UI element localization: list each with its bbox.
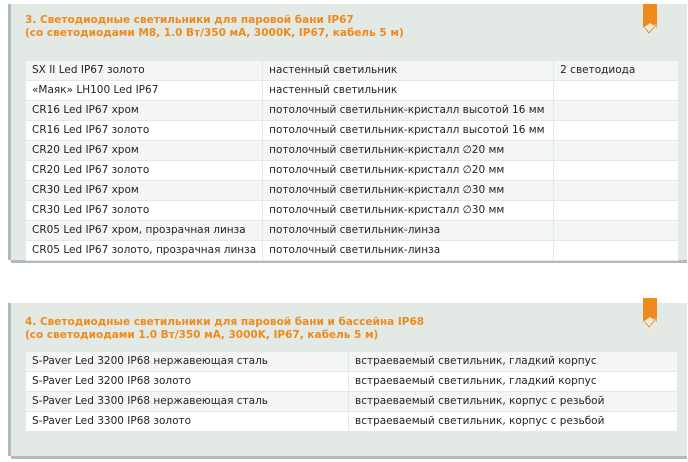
section-panel-ip67 <box>8 4 687 260</box>
cell-type: потолочный светильник-кристалл ∅20 мм <box>263 141 554 161</box>
cell-name: CR30 Led IP67 золото <box>26 201 263 221</box>
cell-note <box>554 241 679 261</box>
table-row <box>26 161 679 181</box>
cell-name: S-Paver Led 3200 IP68 нержавеющая сталь <box>26 352 349 372</box>
cell-type: потолочный светильник-линза <box>263 221 554 241</box>
checkmark-bookmark-icon <box>643 298 657 330</box>
section-title <box>25 316 424 342</box>
table-row <box>26 412 678 432</box>
cell-name: CR20 Led IP67 золото <box>26 161 263 181</box>
table-row <box>26 221 679 241</box>
cell-name: CR05 Led IP67 золото, прозрачная линза <box>26 241 263 261</box>
cell-type: настенный светильник <box>263 61 554 81</box>
cell-name: CR16 Led IP67 золото <box>26 121 263 141</box>
cell-type: настенный светильник <box>263 81 554 101</box>
cell-note <box>554 201 679 221</box>
panel-shadow <box>11 456 687 459</box>
cell-type: встраеваемый светильник, гладкий корпус <box>349 372 678 392</box>
table-row <box>26 201 679 221</box>
cell-name: CR05 Led IP67 хром, прозрачная линза <box>26 221 263 241</box>
products-table-ip68 <box>25 351 678 432</box>
cell-note <box>554 121 679 141</box>
section-title-line2: (со светодиодами 1.0 Вт/350 мА, 3000K, IP67, кабель 5 м) <box>25 329 379 341</box>
cell-type: встраеваемый светильник, корпус с резьбой <box>349 412 678 432</box>
cell-type: встраеваемый светильник, корпус с резьбой <box>349 392 678 412</box>
table-row <box>26 121 679 141</box>
cell-name: SX II Led IP67 золото <box>26 61 263 81</box>
table-row <box>26 181 679 201</box>
cell-note <box>554 81 679 101</box>
cell-name: S-Paver Led 3300 IP68 нержавеющая сталь <box>26 392 349 412</box>
cell-name: CR20 Led IP67 хром <box>26 141 263 161</box>
section-panel-ip68 <box>8 303 687 456</box>
cell-note <box>554 221 679 241</box>
cell-type: потолочный светильник-кристалл ∅30 мм <box>263 201 554 221</box>
table-row <box>26 81 679 101</box>
cell-type: потолочный светильник-кристалл высотой 16 мм <box>263 101 554 121</box>
table-row <box>26 241 679 261</box>
cell-note <box>554 101 679 121</box>
checkmark-bookmark-icon <box>643 4 657 36</box>
section-title <box>25 14 404 40</box>
table-row <box>26 101 679 121</box>
cell-type: потолочный светильник-кристалл высотой 16 мм <box>263 121 554 141</box>
cell-name: CR30 Led IP67 хром <box>26 181 263 201</box>
cell-type: потолочный светильник-кристалл ∅20 мм <box>263 161 554 181</box>
section-title-line1: 3. Светодиодные светильники для паровой бани IP67 <box>25 14 354 26</box>
cell-type: встраеваемый светильник, гладкий корпус <box>349 352 678 372</box>
cell-name: S-Paver Led 3300 IP68 золото <box>26 412 349 432</box>
cell-name: S-Paver Led 3200 IP68 золото <box>26 372 349 392</box>
cell-note <box>554 141 679 161</box>
table-row <box>26 141 679 161</box>
cell-note <box>554 181 679 201</box>
cell-type: потолочный светильник-кристалл ∅30 мм <box>263 181 554 201</box>
products-table-ip67 <box>25 60 679 261</box>
section-title-line2: (со светодиодами М8, 1.0 Вт/350 мА, 3000K, IP67, кабель 5 м) <box>25 27 404 39</box>
table-row <box>26 372 678 392</box>
cell-note: 2 светодиода <box>554 61 679 81</box>
cell-type: потолочный светильник-линза <box>263 241 554 261</box>
cell-name: CR16 Led IP67 хром <box>26 101 263 121</box>
table-row <box>26 61 679 81</box>
section-title-line1: 4. Светодиодные светильники для паровой бани и бассейна IP68 <box>25 316 425 328</box>
table-row <box>26 352 678 372</box>
table-row <box>26 392 678 412</box>
cell-name: «Маяк» LH100 Led IP67 <box>26 81 263 101</box>
cell-note <box>554 161 679 181</box>
